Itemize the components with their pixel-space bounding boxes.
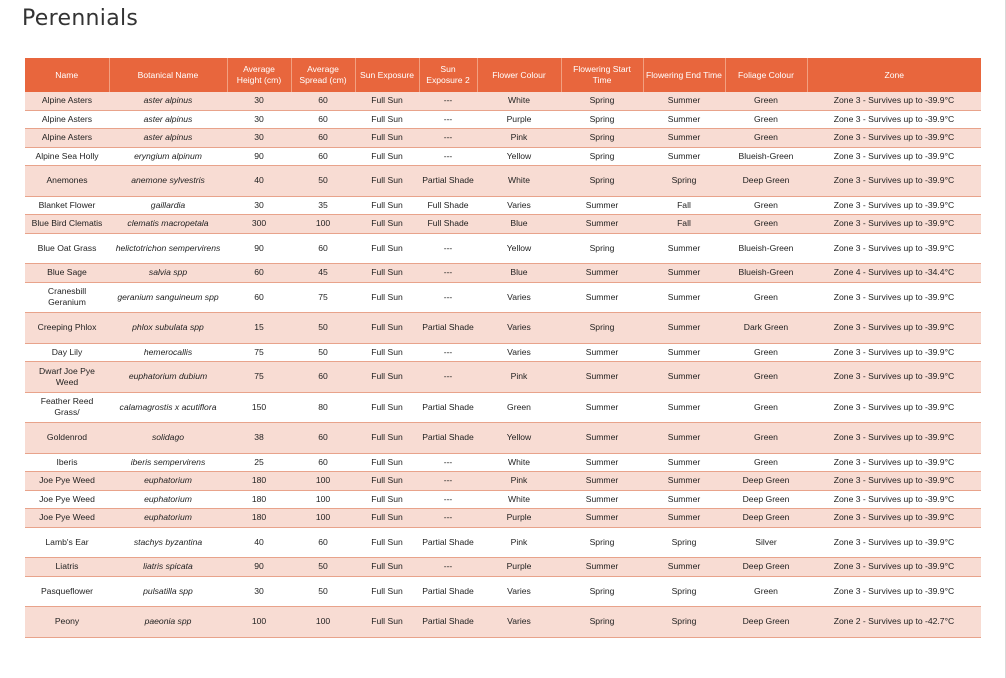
cell-average-height: 300 [227,215,291,234]
cell-sun-exposure: Full Sun [355,282,419,313]
cell-flowering-start-time: Summer [561,215,643,234]
cell-flowering-start-time: Spring [561,576,643,607]
column-header-flowering-start-time: Flowering Start Time [561,58,643,92]
cell-botanical-name: solidago [109,423,227,454]
cell-flowering-start-time: Summer [561,282,643,313]
cell-foliage-colour: Deep Green [725,509,807,528]
perennials-table-container [25,58,981,638]
cell-zone: Zone 3 - Survives up to -39.9°C [807,423,981,454]
cell-name: Iberis [25,453,109,472]
cell-zone: Zone 3 - Survives up to -39.9°C [807,166,981,197]
cell-botanical-name: aster alpinus [109,110,227,129]
cell-average-height: 30 [227,110,291,129]
cell-botanical-name: euphatorium [109,509,227,528]
cell-flowering-end-time: Summer [643,453,725,472]
cell-average-spread: 50 [291,576,355,607]
cell-sun-exposure: Full Sun [355,453,419,472]
cell-sun-exposure-2: --- [419,509,477,528]
cell-average-spread: 50 [291,558,355,577]
cell-foliage-colour: Blueish-Green [725,264,807,283]
table-row [25,490,981,509]
cell-botanical-name: helictotrichon sempervirens [109,233,227,264]
cell-name: Alpine Asters [25,129,109,148]
cell-sun-exposure: Full Sun [355,147,419,166]
cell-sun-exposure-2: Partial Shade [419,607,477,638]
cell-botanical-name: stachys byzantina [109,527,227,558]
page-title: Perennials [22,6,139,31]
cell-zone: Zone 3 - Survives up to -39.9°C [807,576,981,607]
cell-name: Blue Oat Grass [25,233,109,264]
cell-name: Cranesbill Geranium [25,282,109,313]
cell-average-spread: 50 [291,313,355,344]
cell-flower-colour: White [477,166,561,197]
perennials-table [25,58,981,638]
table-row [25,313,981,344]
cell-sun-exposure: Full Sun [355,490,419,509]
cell-average-spread: 45 [291,264,355,283]
cell-flowering-start-time: Spring [561,313,643,344]
cell-zone: Zone 3 - Survives up to -39.9°C [807,453,981,472]
cell-botanical-name: calamagrostis x acutiflora [109,392,227,423]
cell-zone: Zone 3 - Survives up to -39.9°C [807,215,981,234]
cell-flowering-end-time: Summer [643,558,725,577]
cell-flowering-start-time: Summer [561,423,643,454]
cell-name: Alpine Sea Holly [25,147,109,166]
cell-sun-exposure-2: Partial Shade [419,576,477,607]
cell-flowering-start-time: Spring [561,527,643,558]
cell-botanical-name: liatris spicata [109,558,227,577]
cell-sun-exposure: Full Sun [355,215,419,234]
cell-foliage-colour: Green [725,392,807,423]
cell-average-height: 30 [227,196,291,215]
cell-flowering-start-time: Summer [561,472,643,491]
cell-average-spread: 100 [291,472,355,491]
cell-flower-colour: Varies [477,343,561,362]
cell-botanical-name: euphatorium [109,472,227,491]
cell-zone: Zone 3 - Survives up to -39.9°C [807,362,981,393]
cell-sun-exposure-2: --- [419,264,477,283]
cell-sun-exposure-2: Partial Shade [419,166,477,197]
cell-flower-colour: Purple [477,110,561,129]
cell-zone: Zone 3 - Survives up to -39.9°C [807,233,981,264]
cell-flowering-start-time: Summer [561,196,643,215]
column-header-sun-exposure-2: Sun Exposure 2 [419,58,477,92]
cell-flowering-start-time: Spring [561,233,643,264]
cell-average-height: 150 [227,392,291,423]
cell-flowering-start-time: Summer [561,453,643,472]
cell-name: Peony [25,607,109,638]
cell-sun-exposure: Full Sun [355,509,419,528]
cell-sun-exposure: Full Sun [355,392,419,423]
cell-average-height: 180 [227,472,291,491]
cell-flower-colour: Pink [477,362,561,393]
cell-flower-colour: Blue [477,264,561,283]
cell-sun-exposure-2: --- [419,472,477,491]
cell-name: Anemones [25,166,109,197]
column-header-average-height: Average Height (cm) [227,58,291,92]
cell-flowering-end-time: Summer [643,423,725,454]
cell-average-height: 30 [227,129,291,148]
cell-foliage-colour: Deep Green [725,472,807,491]
cell-zone: Zone 3 - Survives up to -39.9°C [807,313,981,344]
cell-flowering-end-time: Summer [643,282,725,313]
cell-name: Blanket Flower [25,196,109,215]
cell-flower-colour: Varies [477,576,561,607]
table-row [25,362,981,393]
cell-flowering-end-time: Summer [643,490,725,509]
cell-flower-colour: Yellow [477,233,561,264]
cell-flowering-start-time: Spring [561,607,643,638]
cell-flowering-start-time: Summer [561,343,643,362]
cell-flowering-end-time: Summer [643,472,725,491]
cell-name: Joe Pye Weed [25,472,109,491]
table-header [25,58,981,92]
cell-flowering-end-time: Summer [643,92,725,110]
cell-sun-exposure: Full Sun [355,362,419,393]
cell-foliage-colour: Silver [725,527,807,558]
cell-flowering-end-time: Summer [643,264,725,283]
cell-sun-exposure: Full Sun [355,264,419,283]
cell-flower-colour: Pink [477,472,561,491]
cell-zone: Zone 3 - Survives up to -39.9°C [807,282,981,313]
cell-flowering-start-time: Summer [561,264,643,283]
cell-zone: Zone 3 - Survives up to -39.9°C [807,147,981,166]
cell-sun-exposure-2: --- [419,110,477,129]
table-row [25,147,981,166]
cell-average-height: 75 [227,343,291,362]
cell-name: Lamb's Ear [25,527,109,558]
table-row [25,92,981,110]
cell-flower-colour: Green [477,392,561,423]
cell-foliage-colour: Green [725,343,807,362]
column-header-average-spread: Average Spread (cm) [291,58,355,92]
cell-sun-exposure: Full Sun [355,472,419,491]
cell-flowering-end-time: Summer [643,392,725,423]
cell-botanical-name: pulsatilla spp [109,576,227,607]
table-row [25,607,981,638]
cell-botanical-name: aster alpinus [109,92,227,110]
cell-flower-colour: Purple [477,558,561,577]
cell-zone: Zone 3 - Survives up to -39.9°C [807,558,981,577]
table-row [25,423,981,454]
cell-average-spread: 100 [291,490,355,509]
cell-flowering-start-time: Summer [561,509,643,528]
cell-sun-exposure: Full Sun [355,233,419,264]
table-body [25,92,981,637]
cell-zone: Zone 3 - Survives up to -39.9°C [807,527,981,558]
cell-zone: Zone 3 - Survives up to -39.9°C [807,472,981,491]
column-header-foliage-colour: Foliage Colour [725,58,807,92]
cell-average-height: 30 [227,576,291,607]
cell-sun-exposure-2: --- [419,558,477,577]
cell-foliage-colour: Green [725,92,807,110]
cell-flowering-end-time: Summer [643,233,725,264]
table-row [25,282,981,313]
cell-average-spread: 60 [291,129,355,148]
cell-sun-exposure-2: --- [419,147,477,166]
cell-average-spread: 60 [291,423,355,454]
cell-foliage-colour: Blueish-Green [725,233,807,264]
cell-flower-colour: Yellow [477,423,561,454]
cell-sun-exposure: Full Sun [355,607,419,638]
cell-zone: Zone 4 - Survives up to -34.4°C [807,264,981,283]
cell-flower-colour: Blue [477,215,561,234]
column-header-sun-exposure: Sun Exposure [355,58,419,92]
cell-sun-exposure: Full Sun [355,313,419,344]
cell-sun-exposure: Full Sun [355,110,419,129]
cell-name: Creeping Phlox [25,313,109,344]
cell-zone: Zone 3 - Survives up to -39.9°C [807,92,981,110]
column-header-flowering-end-time: Flowering End Time [643,58,725,92]
cell-name: Day Lily [25,343,109,362]
cell-flower-colour: Pink [477,129,561,148]
cell-zone: Zone 3 - Survives up to -39.9°C [807,343,981,362]
cell-botanical-name: paeonia spp [109,607,227,638]
table-row [25,215,981,234]
cell-foliage-colour: Green [725,129,807,148]
column-header-botanical-name: Botanical Name [109,58,227,92]
table-row [25,166,981,197]
cell-flower-colour: White [477,92,561,110]
cell-name: Alpine Asters [25,92,109,110]
cell-flowering-start-time: Spring [561,129,643,148]
cell-average-spread: 100 [291,215,355,234]
cell-botanical-name: geranium sanguineum spp [109,282,227,313]
cell-flower-colour: Varies [477,282,561,313]
cell-flowering-end-time: Spring [643,166,725,197]
cell-flowering-end-time: Summer [643,509,725,528]
table-row [25,453,981,472]
cell-flower-colour: Varies [477,313,561,344]
cell-average-height: 15 [227,313,291,344]
cell-average-spread: 60 [291,147,355,166]
cell-zone: Zone 2 - Survives up to -42.7°C [807,607,981,638]
cell-average-height: 180 [227,490,291,509]
cell-sun-exposure-2: --- [419,453,477,472]
cell-flowering-end-time: Spring [643,576,725,607]
cell-foliage-colour: Green [725,110,807,129]
cell-average-height: 60 [227,264,291,283]
cell-average-spread: 60 [291,527,355,558]
cell-flowering-end-time: Summer [643,129,725,148]
cell-average-height: 90 [227,147,291,166]
cell-average-spread: 75 [291,282,355,313]
cell-average-spread: 60 [291,233,355,264]
cell-botanical-name: aster alpinus [109,129,227,148]
cell-flower-colour: Purple [477,509,561,528]
cell-average-spread: 100 [291,509,355,528]
cell-sun-exposure-2: --- [419,92,477,110]
cell-sun-exposure: Full Sun [355,527,419,558]
cell-average-spread: 80 [291,392,355,423]
cell-average-height: 25 [227,453,291,472]
cell-average-spread: 50 [291,166,355,197]
cell-flowering-start-time: Summer [561,362,643,393]
cell-flower-colour: White [477,453,561,472]
cell-average-height: 40 [227,527,291,558]
cell-sun-exposure: Full Sun [355,576,419,607]
cell-sun-exposure-2: --- [419,343,477,362]
cell-flowering-end-time: Summer [643,313,725,344]
cell-sun-exposure-2: Partial Shade [419,313,477,344]
cell-name: Dwarf Joe Pye Weed [25,362,109,393]
cell-flowering-end-time: Summer [643,110,725,129]
cell-zone: Zone 3 - Survives up to -39.9°C [807,490,981,509]
cell-flower-colour: Varies [477,196,561,215]
cell-botanical-name: iberis sempervirens [109,453,227,472]
cell-foliage-colour: Deep Green [725,607,807,638]
cell-flower-colour: Varies [477,607,561,638]
cell-name: Liatris [25,558,109,577]
table-row [25,558,981,577]
cell-average-height: 90 [227,558,291,577]
cell-sun-exposure-2: --- [419,282,477,313]
cell-flowering-start-time: Spring [561,147,643,166]
cell-flower-colour: White [477,490,561,509]
cell-sun-exposure-2: --- [419,362,477,393]
cell-average-height: 30 [227,92,291,110]
cell-name: Goldenrod [25,423,109,454]
cell-botanical-name: anemone sylvestris [109,166,227,197]
cell-average-height: 90 [227,233,291,264]
cell-botanical-name: euphatorium [109,490,227,509]
cell-sun-exposure-2: --- [419,233,477,264]
cell-botanical-name: euphatorium dubium [109,362,227,393]
table-row [25,472,981,491]
cell-foliage-colour: Deep Green [725,558,807,577]
cell-foliage-colour: Dark Green [725,313,807,344]
cell-foliage-colour: Green [725,453,807,472]
cell-average-height: 100 [227,607,291,638]
cell-name: Feather Reed Grass/ [25,392,109,423]
cell-zone: Zone 3 - Survives up to -39.9°C [807,110,981,129]
table-row [25,576,981,607]
cell-zone: Zone 3 - Survives up to -39.9°C [807,196,981,215]
cell-botanical-name: clematis macropetala [109,215,227,234]
cell-sun-exposure-2: Full Shade [419,196,477,215]
cell-flowering-end-time: Spring [643,607,725,638]
cell-zone: Zone 3 - Survives up to -39.9°C [807,509,981,528]
cell-average-spread: 60 [291,92,355,110]
cell-sun-exposure-2: Partial Shade [419,423,477,454]
cell-sun-exposure: Full Sun [355,423,419,454]
cell-average-height: 75 [227,362,291,393]
table-row [25,233,981,264]
cell-name: Joe Pye Weed [25,490,109,509]
cell-sun-exposure: Full Sun [355,558,419,577]
cell-average-height: 60 [227,282,291,313]
cell-sun-exposure: Full Sun [355,343,419,362]
cell-foliage-colour: Green [725,196,807,215]
cell-foliage-colour: Green [725,215,807,234]
cell-foliage-colour: Green [725,576,807,607]
cell-sun-exposure-2: Full Shade [419,215,477,234]
table-row [25,509,981,528]
cell-botanical-name: eryngium alpinum [109,147,227,166]
cell-average-height: 180 [227,509,291,528]
cell-botanical-name: gaillardia [109,196,227,215]
cell-foliage-colour: Green [725,282,807,313]
cell-foliage-colour: Deep Green [725,490,807,509]
cell-name: Joe Pye Weed [25,509,109,528]
cell-sun-exposure: Full Sun [355,92,419,110]
cell-flowering-start-time: Summer [561,558,643,577]
cell-sun-exposure-2: Partial Shade [419,392,477,423]
cell-sun-exposure: Full Sun [355,196,419,215]
cell-sun-exposure-2: --- [419,490,477,509]
cell-flowering-end-time: Summer [643,147,725,166]
cell-foliage-colour: Deep Green [725,166,807,197]
cell-flowering-start-time: Spring [561,166,643,197]
cell-name: Blue Sage [25,264,109,283]
table-row [25,527,981,558]
cell-flowering-start-time: Summer [561,392,643,423]
cell-average-spread: 60 [291,110,355,129]
table-row [25,264,981,283]
cell-flowering-start-time: Spring [561,110,643,129]
cell-name: Pasqueflower [25,576,109,607]
cell-sun-exposure-2: Partial Shade [419,527,477,558]
cell-sun-exposure: Full Sun [355,129,419,148]
cell-flowering-start-time: Spring [561,92,643,110]
header-row [25,58,981,92]
column-header-name: Name [25,58,109,92]
cell-flowering-end-time: Summer [643,362,725,393]
cell-flowering-end-time: Fall [643,196,725,215]
cell-average-spread: 35 [291,196,355,215]
cell-average-spread: 100 [291,607,355,638]
cell-name: Alpine Asters [25,110,109,129]
table-row [25,196,981,215]
cell-botanical-name: phlox subulata spp [109,313,227,344]
cell-sun-exposure: Full Sun [355,166,419,197]
column-header-zone: Zone [807,58,981,92]
cell-name: Blue Bird Clematis [25,215,109,234]
table-row [25,110,981,129]
cell-flowering-end-time: Spring [643,527,725,558]
cell-foliage-colour: Green [725,362,807,393]
cell-sun-exposure-2: --- [419,129,477,148]
cell-average-spread: 50 [291,343,355,362]
table-row [25,392,981,423]
cell-zone: Zone 3 - Survives up to -39.9°C [807,392,981,423]
cell-flowering-end-time: Fall [643,215,725,234]
cell-flowering-start-time: Summer [561,490,643,509]
cell-foliage-colour: Blueish-Green [725,147,807,166]
table-row [25,343,981,362]
cell-average-spread: 60 [291,362,355,393]
column-header-flower-colour: Flower Colour [477,58,561,92]
cell-flowering-end-time: Summer [643,343,725,362]
cell-botanical-name: salvia spp [109,264,227,283]
cell-average-height: 40 [227,166,291,197]
table-row [25,129,981,148]
cell-botanical-name: hemerocallis [109,343,227,362]
cell-flower-colour: Pink [477,527,561,558]
cell-average-height: 38 [227,423,291,454]
cell-foliage-colour: Green [725,423,807,454]
cell-flower-colour: Yellow [477,147,561,166]
cell-average-spread: 60 [291,453,355,472]
cell-zone: Zone 3 - Survives up to -39.9°C [807,129,981,148]
